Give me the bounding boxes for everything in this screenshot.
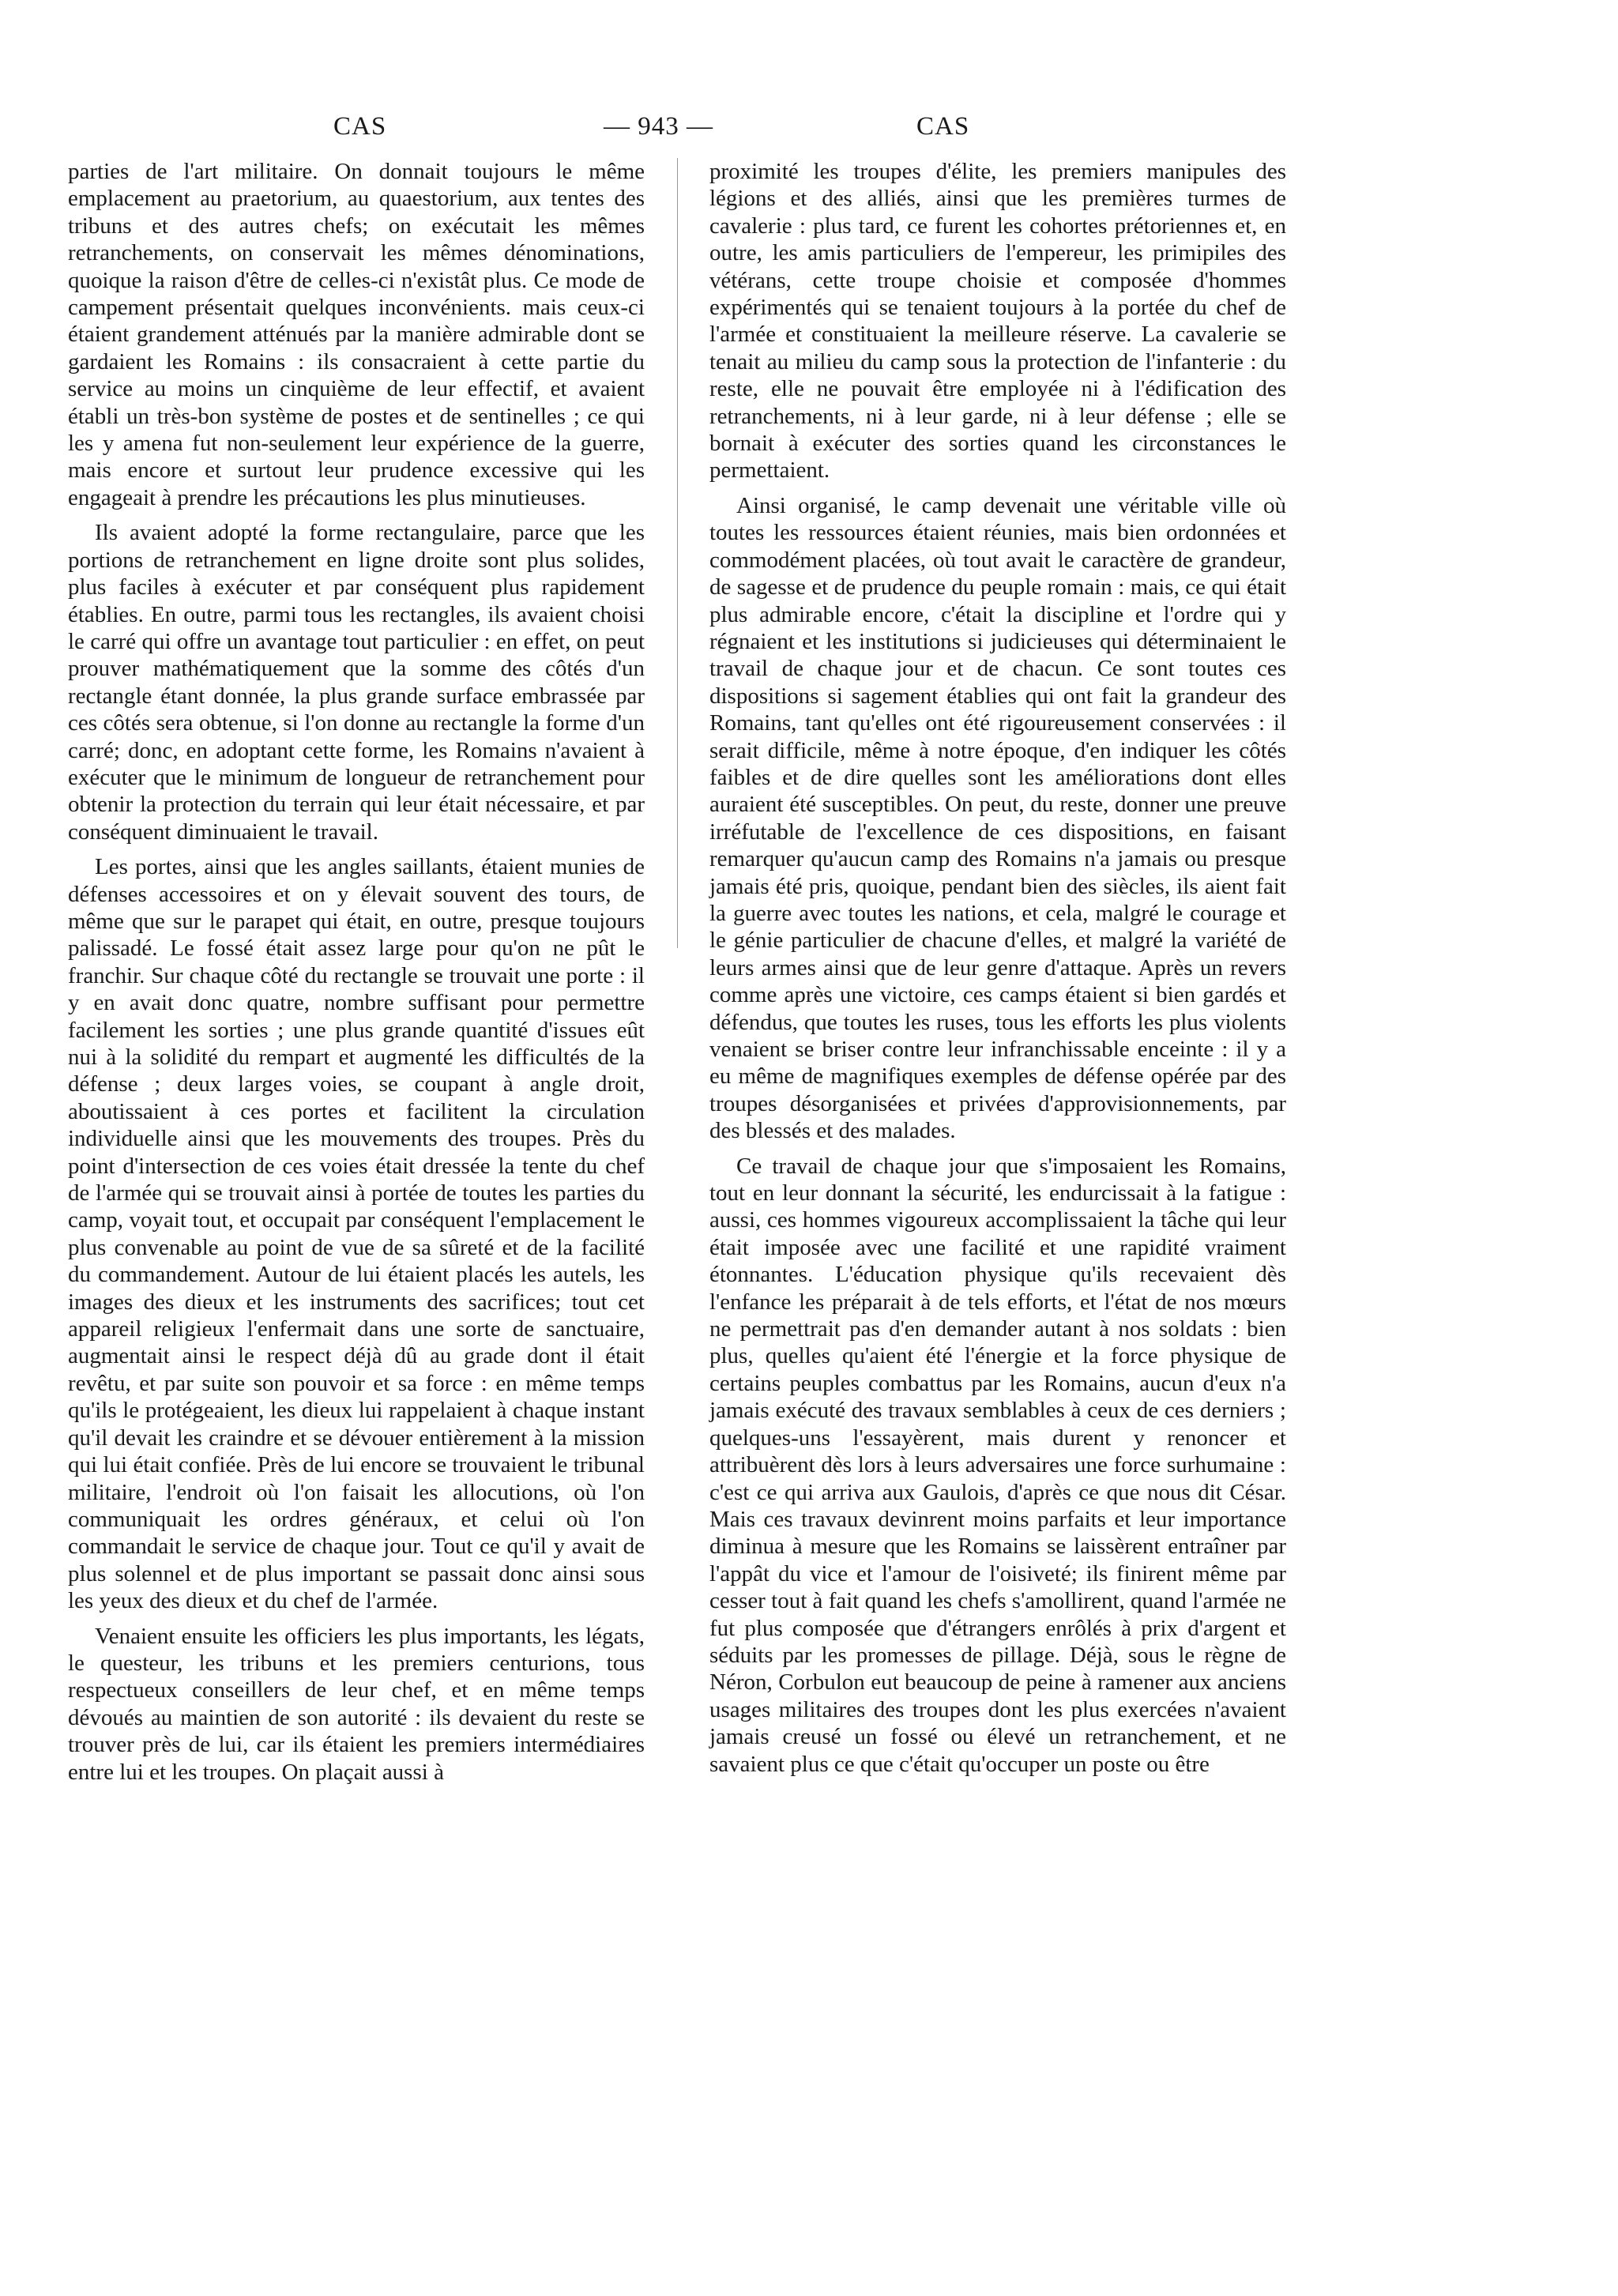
running-head-right: CAS xyxy=(916,112,970,141)
paragraph: Ainsi organisé, le camp devenait une véritable ville où toutes les ressources étaient réunies, mais bien ordonnées et commodément placées, où tout avait le caractère de grandeur, de sagesse et de prudence du peuple romain : mais, ce qui était plus admirable encore, c'était la discipline et l'ordre qui y régnaient et les institutions si judicieuses qui déterminaient le travail de chaque jour et de chacun. Ce sont toutes ces dispositions si sagement établies qui ont fait la grandeur des Romains, tant qu'elles ont été rigoureusement conservées : il serait difficile, même à notre époque, d'en indiquer les côtés faibles et de dire quelles sont les améliorations dont elles auraient été susceptibles. On peut, du reste, donner une preuve irréfutable de l'excellence de ces dispositions, en faisant remarquer qu'aucun camp des Romains n'a jamais ou presque jamais été pris, quoique, pendant bien des siècles, ils aient fait la guerre avec toutes les nations, et cela, malgré le courage et le génie particulier de chacune d'elles, et malgré la variété de leurs armes ainsi que de leur genre d'attaque. Après un revers comme après une victoire, ces camps étaient si bien gardés et défendus, que toutes les ruses, tous les efforts les plus violents venaient se briser contre leur infranchissable enceinte : il y a eu même de magnifiques exemples de défense opérée par des troupes désorganisées et privées d'approvisionnements, par des blessés et des malades. xyxy=(709,492,1286,1144)
column-divider xyxy=(677,158,678,948)
paragraph: Les portes, ainsi que les angles saillants, étaient munies de défenses accessoires et on y élevait souvent des tours, de même que sur le parapet qui était, en outre, presque toujours palissadé. Le fossé était assez large pour qu'on ne pût le franchir. Sur chaque côté du rectangle se trouvait une porte : il y en avait donc quatre, nombre suffisant pour permettre facilement les sorties ; une plus grande quantité d'issues eût nui à la solidité du rempart et augmenté les difficultés de la défense ; deux larges voies, se coupant à angle droit, aboutissaient à ces portes et facilitent la circulation individuelle ainsi que les mouvements des troupes. Près du point d'intersection de ces voies était dressée la tente du chef de l'armée qui se trouvait ainsi à portée de toutes les parties du camp, voyait tout, et occupait par conséquent l'emplacement le plus convenable au point de vue de sa sûreté et de la facilité du commandement. Autour de lui étaient placés les autels, les images des dieux et les instruments des sacrifices; tout cet appareil religieux l'enfermait dans une sorte de sanctuaire, augmentait ainsi le respect déjà dû au grade dont il était revêtu, et par suite son pouvoir et sa force : en même temps qu'ils le protégeaient, les dieux lui rappelaient à chaque instant qu'il devait les craindre et se dévouer entièrement à la mission qui lui était confiée. Près de lui encore se trouvaient le tribunal militaire, l'endroit où l'on faisait les allocutions, où l'on communiquait les ordres généraux, et celui où l'on commandait le service de chaque jour. Tout ce qu'il y avait de plus solennel et de plus important se passait donc ainsi sous les yeux des dieux et du chef de l'armée. xyxy=(68,854,645,1614)
page-number: — 943 — xyxy=(604,112,713,141)
paragraph: Ce travail de chaque jour que s'imposaient les Romains, tout en leur donnant la sécurité, les endurcissait à la fatigue : aussi, ces hommes vigoureux accomplissaient la tâche qui leur était imposée avec une facilité et une rapidité vraiment étonnantes. L'éducation physique qu'ils recevaient dès l'enfance les préparait à de tels efforts, et l'état de nos mœurs ne permettrait pas d'en demander autant à nos soldats : bien plus, quelles qu'aient été l'énergie et la force physique de certains peuples combattus par les Romains, aucun d'eux n'a jamais exécuté des travaux semblables à ceux de ces derniers ; quelques-uns l'essayèrent, mais durent y renoncer et attribuèrent dès lors à leurs adversaires une force surhumaine : c'est ce qui arriva aux Gaulois, d'après ce que nous dit César. Mais ces travaux devinrent moins parfaits et leur importance diminua à mesure que les Romains se laissèrent entraîner par l'appât du vice et l'amour de l'oisiveté; ils finirent même par cesser tout à fait quand les chefs s'amollirent, quand l'armée ne fut plus composée que d'étrangers enrôlés à prix d'argent et séduits par les promesses de pillage. Déjà, sous le règne de Néron, Corbulon eut beaucoup de peine à ramener aux anciens usages militaires des troupes dont les plus exercées n'avaient jamais creusé un fossé ou élevé un retranchement, et ne savaient plus ce que c'était qu'occuper un poste ou être xyxy=(709,1153,1286,1777)
left-column xyxy=(68,158,645,1794)
right-column xyxy=(709,158,1286,1786)
paragraph: proximité les troupes d'élite, les premiers manipules des légions et des alliés, ainsi que les premières turmes de cavalerie : plus tard, ce furent les cohortes prétoriennes et, en outre, les amis particuliers de l'empereur, les primipiles des vétérans, cette troupe choisie et composée d'hommes expérimentés qui se tenaient toujours à la portée du chef de l'armée et constituaient la meilleure réserve. La cavalerie se tenait au milieu du camp sous la protection de l'infanterie : du reste, elle ne pouvait être employée ni à l'édification des retranchements, ni à leur garde, ni à leur défense ; elle se bornait à exécuter des sorties quand les circonstances le permettaient. xyxy=(709,159,1286,484)
paragraph: parties de l'art militaire. On donnait toujours le même emplacement au praetorium, au quaestorium, aux tentes des tribuns et des autres chefs; on exécutait les mêmes retranchements, on conservait les mêmes dénominations, quoique la raison d'être de celles-ci n'existât plus. Ce mode de campement présentait quelques inconvénients. mais ceux-ci étaient grandement atténués par la manière admirable dont se gardaient les Romains : ils consacraient à cette partie du service au moins un cinquième de leur effectif, et avaient établi un très-bon système de postes et de sentinelles ; ce qui les y amena fut non-seulement leur expérience de la guerre, mais encore et surtout leur prudence excessive qui les engageait à prendre les précautions les plus minutieuses. xyxy=(68,159,645,510)
paragraph: Ils avaient adopté la forme rectangulaire, parce que les portions de retranchement en ligne droite sont plus solides, plus faciles à exécuter et par conséquent plus rapidement établies. En outre, parmi tous les rectangles, ils avaient choisi le carré qui offre un avantage tout particulier : en effet, on peut prouver mathématiquement que la somme des côtés d'un rectangle étant donnée, la plus grande surface embrassée par ces côtés sera obtenue, si l'on donne au rectangle la forme d'un carré; donc, en adoptant cette forme, les Romains n'avaient à exécuter que le minimum de longueur de retranchement pour obtenir la protection du terrain qui leur était nécessaire, et par conséquent diminuaient le travail. xyxy=(68,520,645,845)
running-head-left: CAS xyxy=(333,112,387,141)
paragraph: Venaient ensuite les officiers les plus importants, les légats, le questeur, les tribuns et les premiers centurions, tous respectueux conseillers de leur chef, et en même temps dévoués au maintien de son autorité : ils devaient du reste se trouver près de lui, car ils étaient les premiers intermédiaires entre lui et les troupes. On plaçait aussi à xyxy=(68,1623,645,1785)
